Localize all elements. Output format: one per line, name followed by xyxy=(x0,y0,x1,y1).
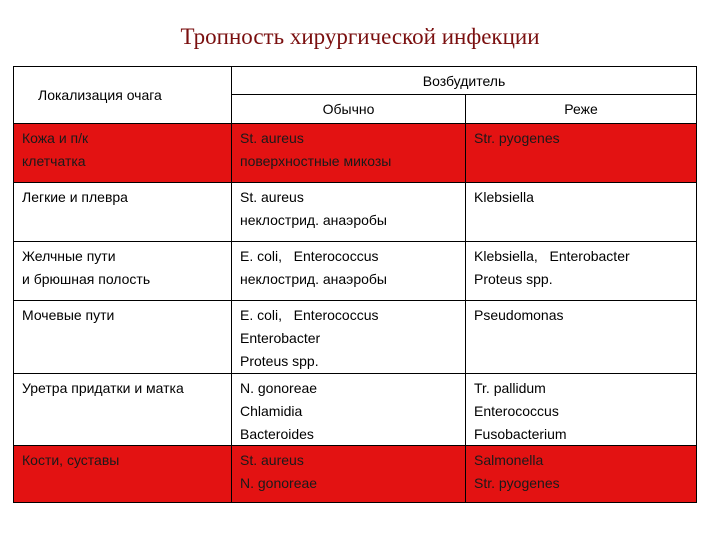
cell-usual: St. aureus N. gonoreae xyxy=(232,446,466,502)
cell-rare: Salmonella Str. pyogenes xyxy=(474,452,560,491)
table-row xyxy=(14,241,696,300)
table-row xyxy=(14,373,696,445)
cell-site: Легкие и плевра xyxy=(14,183,232,241)
header-localization: Локализация очага xyxy=(38,87,162,103)
header-pathogen: Возбудитель xyxy=(232,67,696,95)
header-usually: Обычно xyxy=(232,95,466,123)
cell-usual: E. coli, Enterococcus неклострид. анаэробы xyxy=(232,242,466,300)
cell-rare: Str. pyogenes xyxy=(474,130,560,146)
cell-usual: St. aureus неклострид. анаэробы xyxy=(232,183,466,241)
cell-site: Уретра придатки и матка xyxy=(14,374,232,445)
pathogen-table xyxy=(13,66,697,503)
header-localization-cell xyxy=(14,67,232,123)
table-row xyxy=(14,123,696,182)
cell-rare: Klebsiella xyxy=(474,189,534,205)
table-row xyxy=(14,182,696,241)
cell-usual: St. aureus поверхностные микозы xyxy=(232,124,466,182)
cell-rare: Tr. pallidum Enterococcus Fusobacterium xyxy=(474,380,567,442)
cell-rare: Klebsiella, Enterobacter Proteus spp. xyxy=(474,248,630,287)
header-rarely: Реже xyxy=(564,101,598,117)
cell-rare: Pseudomonas xyxy=(474,307,564,323)
cell-site: Желчные пути и брюшная полость xyxy=(14,242,232,300)
cell-usual: E. coli, Enterococcus Enterobacter Proteus spp. xyxy=(232,301,466,373)
cell-site: Кожа и п/к клетчатка xyxy=(14,124,232,182)
table-row xyxy=(14,445,696,502)
cell-site: Кости, суставы xyxy=(14,446,232,502)
cell-usual: N. gonoreae Chlamidia Bacteroides xyxy=(232,374,466,445)
table-row xyxy=(14,300,696,373)
table-header xyxy=(14,67,696,123)
cell-site: Мочевые пути xyxy=(14,301,232,373)
page-title: Тропность хирургической инфекции xyxy=(180,24,540,49)
